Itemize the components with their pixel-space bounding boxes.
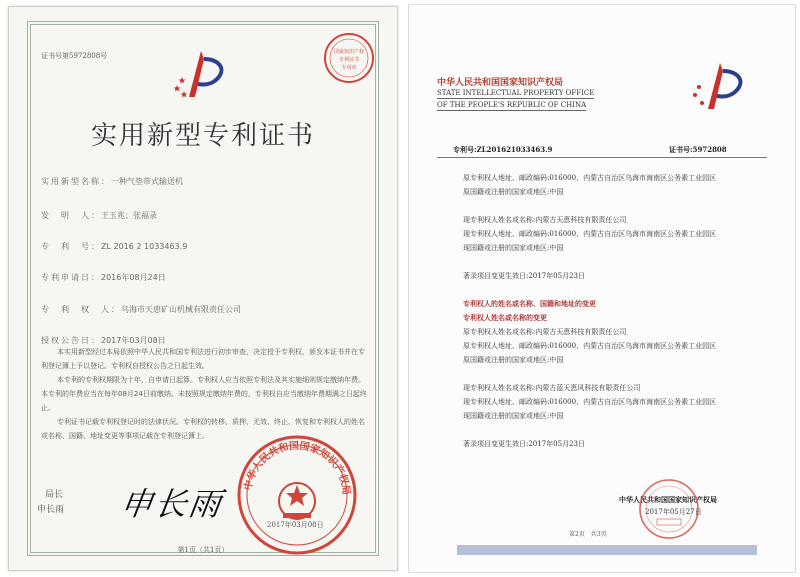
record-line: 原国籍或注册的国家或地区:中国 — [463, 188, 564, 196]
row-inventor: 发 明 人：王玉兆；张福录 — [41, 211, 157, 220]
patent-number: 专利号:ZL201621033463.9 — [453, 145, 553, 154]
record-line: 现专利权人姓名或名称:内蒙古天恵科技有限责任公司 — [463, 216, 627, 224]
record-line: 原专利权人姓名或名称:内蒙古天恵科技有限责任公司 — [463, 328, 627, 336]
record-line: 现专利权人地址、邮政编码:016000，内蒙古自治区乌海市海南区公务素工业园区 — [463, 230, 717, 238]
record-line: 原国籍或注册的国家或地区:中国 — [463, 356, 564, 364]
paragraph-3: 专利证书记载专利权登记时的法律状况。专利权的转移、质押、无效、终止、恢复和专利权人的姓名或名称、国籍、地址变更等事项记载在专利登记簿上。 — [41, 418, 365, 440]
stamp-date: 2017年05月27日 — [645, 508, 702, 516]
round-red-stamp-icon — [322, 31, 376, 85]
divider — [437, 157, 767, 158]
org-name-en-1: STATE INTELLECTUAL PROPERTY OFFICE — [437, 89, 595, 97]
seal-date: 2017年03月08日 — [267, 521, 324, 529]
record-line — [463, 255, 716, 269]
org-name-en-2: OF THE PEOPLE'S REPUBLIC OF CHINA — [437, 101, 587, 109]
patent-certificate — [8, 6, 398, 571]
row-patent-number: 专 利 号：ZL 2016 2 1033463.9 — [41, 242, 188, 251]
record-line: 现国籍或注册的国家或地区:中国 — [463, 412, 564, 420]
record-line — [463, 283, 716, 297]
change-record-lines — [463, 171, 716, 451]
record-line: 著录项目变更生效日:2017年05月23日 — [463, 272, 585, 280]
record-line: 原专利权人地址、邮政编码:016000，内蒙古自治区乌海市海南区公务素工业园区 — [463, 174, 717, 182]
record-line — [463, 423, 716, 437]
svg-text:国家知识产权: 国家知识产权 — [333, 49, 365, 55]
section-heading: 专利权人的姓名或名称、国籍和地址的变更 — [463, 299, 596, 308]
national-emblem-seal-icon — [235, 433, 359, 557]
record-line: 原专利权人地址、邮政编码:016000，内蒙古自治区乌海市海南区公务素工业园区 — [463, 342, 717, 350]
certificate-number: 证书号第5972808号 — [41, 52, 108, 60]
sipo-logo-icon — [171, 47, 231, 103]
sipo-logo-icon — [687, 59, 753, 115]
record-line: 著录项目变更生效日:2017年05月23日 — [463, 440, 585, 448]
certificate-title: 实用新型专利证书 — [90, 121, 315, 151]
signer-title: 局长 — [45, 490, 64, 500]
row-name: 实用新型名称：一种气垫带式输送机 — [41, 177, 183, 186]
page-number: 第1页（共1页） — [177, 546, 229, 554]
certificate-number: 证书号:5972808 — [669, 145, 727, 154]
org-name-cn: 中华人民共和国国家知识产权局 — [437, 78, 564, 88]
row-application-date: 专利申请日：2016年08月24日 — [41, 273, 166, 282]
stamp-org: 中华人民共和国国家知识产权局 — [619, 495, 717, 504]
record-line — [463, 199, 716, 213]
section-heading: 专利权人姓名或名称的变更 — [463, 313, 547, 322]
page-number: 第2页 共3页 — [569, 531, 607, 538]
change-record-document — [408, 4, 796, 573]
signer-name: 申长雨 — [37, 505, 65, 515]
row-patentee: 专 利 权 人：乌海市天恵矿山机械有限责任公司 — [41, 305, 241, 314]
footer-bar — [457, 545, 757, 555]
paragraph-1: 本实用新型经过本局依照中华人民共和国专利法进行初步审查，决定授予专利权，颁发本证书并在专利登记簿上予以登记。专利权自授权公告之日起生效。 — [41, 348, 365, 370]
record-line: 现专利权人姓名或名称:内蒙古蓝天恵风科技有限责任公司 — [463, 384, 641, 392]
row-grant-date: 授权公告日：2017年03月08日 — [41, 336, 166, 345]
svg-text:专用章: 专用章 — [341, 65, 357, 71]
svg-text:中华人民共和国国家知识产权局: 中华人民共和国国家知识产权局 — [243, 440, 352, 496]
record-line: 现专利权人地址、邮政编码:016000，内蒙古自治区乌海市海南区公务素工业园区 — [463, 398, 717, 406]
svg-text:专利证书: 专利证书 — [338, 57, 360, 63]
paragraph-2: 本专利的专利权期限为十年，自申请日起算。专利权人应当依照专利法及其实施细则规定缴纳年费。本专利的年费应当在每年08月24日前缴纳。未按照规定缴纳年费的，专利权自应当缴纳年费期满之日起终止。 — [41, 376, 367, 412]
record-line: 现国籍或注册的国家或地区:中国 — [463, 244, 564, 252]
record-line — [463, 367, 716, 381]
signature: 申长雨 — [118, 485, 226, 523]
